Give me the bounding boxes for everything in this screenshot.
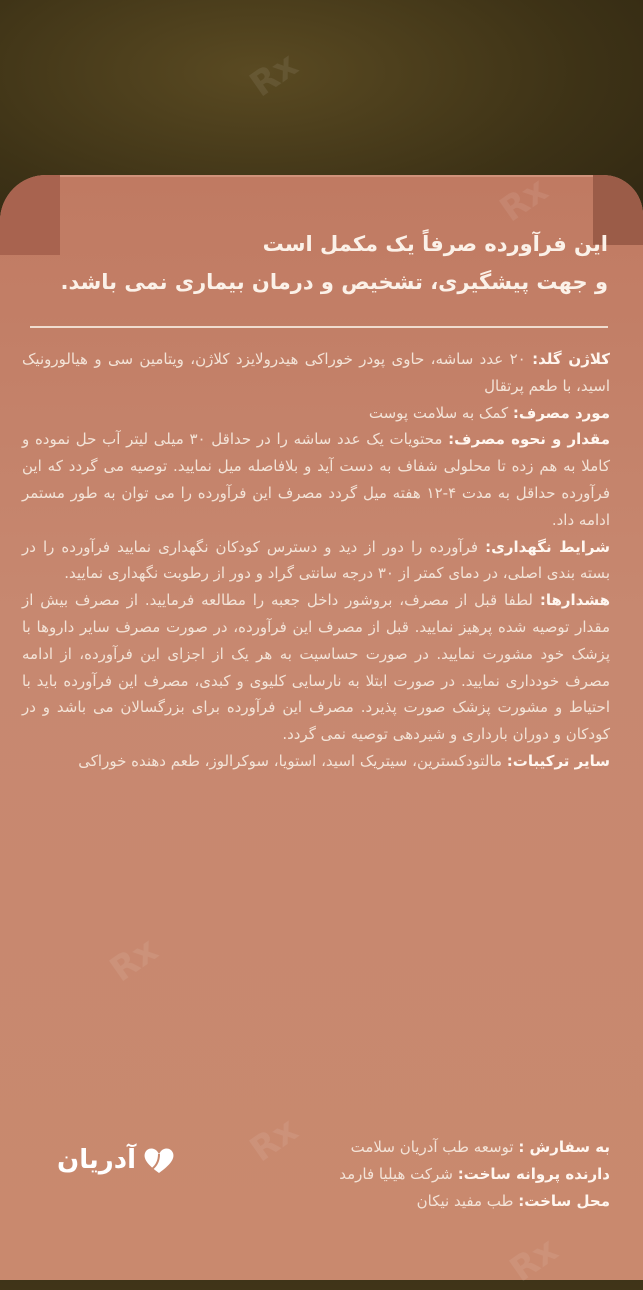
other-ingredients-text: مالتودکسترین، سیتریک اسید، استویا، سوکرالوز، طعم دهنده خوراکی: [78, 751, 502, 770]
supplement-warning: [28, 225, 608, 301]
license-value: شرکت هیلیا فارمد: [339, 1165, 453, 1183]
storage-paragraph: [22, 534, 610, 588]
license-label: دارنده پروانه ساخت:: [457, 1165, 610, 1183]
place-label: محل ساخت:: [518, 1192, 610, 1210]
watermark: Rx: [492, 169, 556, 231]
divider: [30, 326, 608, 328]
dosage-label: مقدار و نحوه مصرف:: [448, 430, 610, 449]
warnings-paragraph: [22, 587, 610, 748]
other-ingredients-paragraph: [22, 748, 610, 775]
place-value: طب مفید نیکان: [416, 1192, 514, 1210]
order-line: [220, 1134, 610, 1161]
warnings-text: لطفا قبل از مصرف، بروشور داخل جعبه را مطالعه فرمایید. از مصرف بیش از مقدار توصیه شده پرهیز نمایید. قبل از مصرف این فرآورده، در صورت مصرف سایر داروها با پزشک خود مشورت نمایید. در صورت حساسیت به هر یک از اجزای این فرآورده، از ادامه مصرف خودداری نمایید. در صورت ابتلا به نارسایی کلیوی و کبدی، مصرف این فرآورده باید با احتیاط و مشورت پزشک صورت پذیرد. مصرف این فرآورده برای بزرگسالان می باشد و در کودکان و دوران بارداری و شیردهی توصیه نمی گردد.: [22, 591, 610, 744]
warnings-label: هشدارها:: [539, 591, 610, 610]
place-line: [220, 1188, 610, 1215]
collagen-paragraph: [22, 346, 610, 400]
collagen-label: کلاژن گلد:: [532, 350, 610, 368]
order-label: به سفارش :: [518, 1138, 610, 1156]
dosage-paragraph: [22, 426, 610, 533]
storage-label: شرایط نگهداری:: [485, 537, 610, 556]
other-ingredients-label: سایر ترکیبات:: [506, 751, 610, 770]
usage-text: کمک به سلامت پوست: [368, 403, 509, 422]
heart-leaf-icon: [142, 1145, 176, 1175]
storage-text: فرآورده را دور از دید و دسترس کودکان نگهداری نمایید فرآورده را در بسته بندی اصلی، در دمای کمتر از ۳۰ درجه سانتی گراد و دور از رطوبت نگهداری نمایید.: [22, 537, 610, 583]
warning-line-2: و جهت پیشگیری، تشخیص و درمان بیماری نمی باشد.: [60, 270, 608, 294]
watermark: Rx: [242, 44, 306, 106]
manufacturer-credits: [220, 1134, 610, 1215]
usage-label: مورد مصرف:: [512, 403, 610, 422]
watermark: Rx: [102, 929, 166, 991]
adrian-logo: [26, 1140, 176, 1180]
order-value: توسعه طب آدریان سلامت: [350, 1138, 514, 1156]
product-description: [22, 346, 610, 775]
license-line: [220, 1161, 610, 1188]
dosage-text: محتویات یک عدد ساشه را در حداقل ۳۰ میلی لیتر آب حل نموده و کاملا به هم زده تا محلولی شفاف به دست آید و بلافاصله میل نمایید. توصیه می گردد که این فرآورده حداقل به مدت ۴-۱۲ هفته میل گردد مصرف این فرآورده را می توان به طور مستمر ادامه داد.: [22, 430, 611, 529]
watermark: Rx: [242, 1109, 306, 1171]
warning-line-1: این فرآورده صرفاً یک مکمل است: [262, 232, 608, 256]
collagen-text: ۲۰ عدد ساشه، حاوی پودر خوراکی هیدرولایزد کلاژن، ویتامین سی و هیالورونیک اسید، با طعم پرتقال: [22, 350, 610, 395]
logo-text: آدریان: [57, 1145, 136, 1175]
watermark: Rx: [502, 1229, 566, 1290]
usage-paragraph: [22, 400, 610, 427]
